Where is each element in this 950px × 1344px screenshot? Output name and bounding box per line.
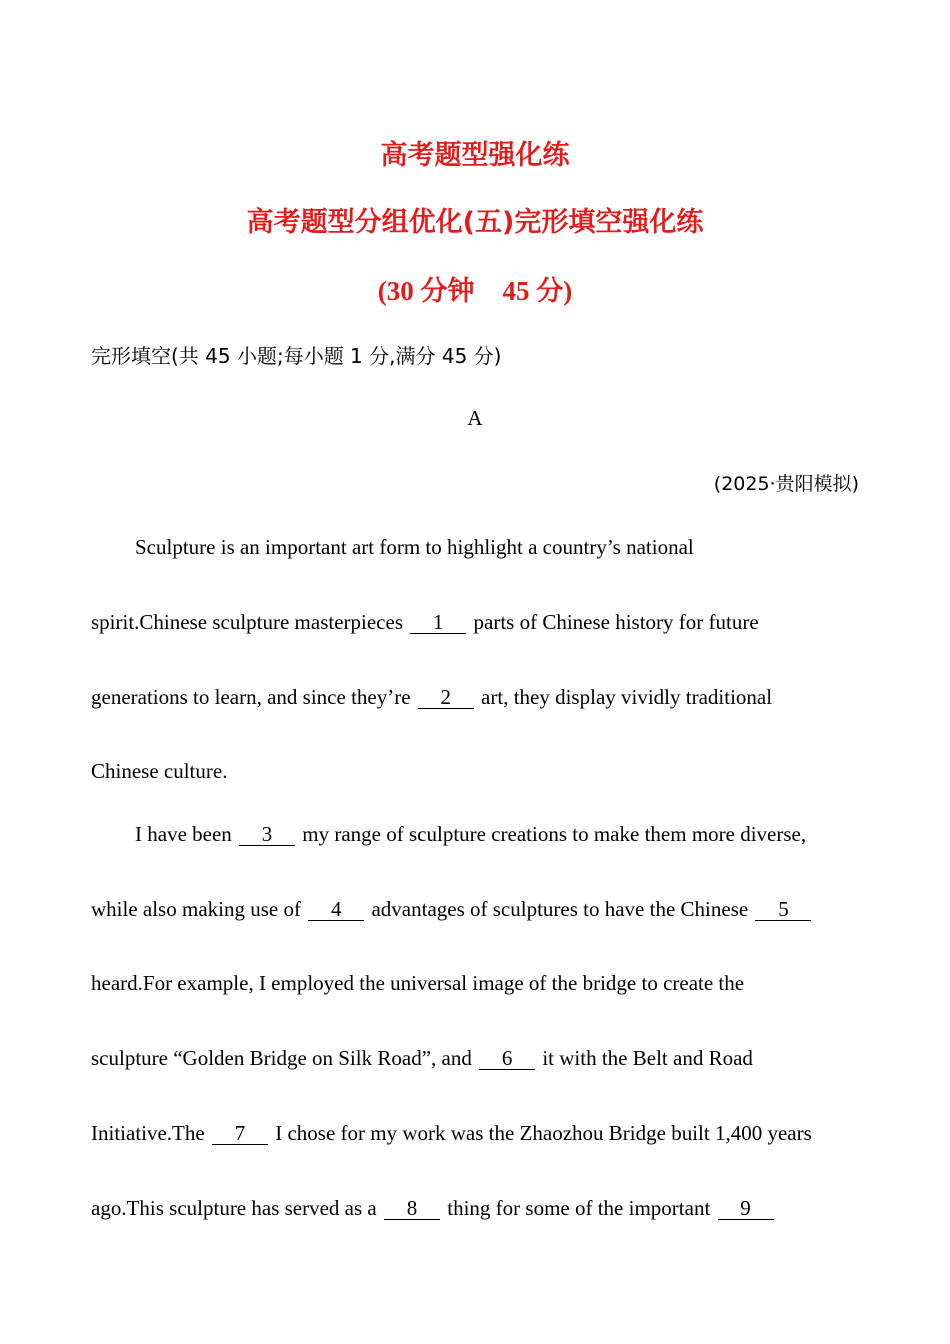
blank-1: 1 — [410, 611, 466, 634]
passage-line: generations to learn, and since they’re 2 art, they display vividly traditional — [91, 685, 773, 709]
blank-7: 7 — [212, 1122, 268, 1145]
passage-line: spirit.Chinese sculpture masterpieces 1 parts of Chinese history for future — [91, 610, 759, 634]
blank-2: 2 — [418, 686, 474, 709]
time-limit — [0, 269, 950, 308]
main-title: 高考题型强化练 — [380, 140, 570, 171]
blank-8: 8 — [384, 1197, 440, 1220]
blank-9: 9 — [718, 1197, 774, 1220]
blank-4: 4 — [308, 898, 364, 921]
passage-line: while also making use of 4 advantages of sculptures to have the Chinese 5 — [91, 894, 813, 924]
passage-line: ago.This sculpture has served as a 8 thing for some of the important 9 — [91, 1193, 776, 1223]
section-label: A — [467, 406, 483, 430]
blank-5: 5 — [755, 898, 811, 921]
sub-title: 高考题型分组优化(五)完形填空强化练 — [246, 207, 704, 238]
time-minutes: (30 分钟 — [377, 276, 475, 306]
passage-line: Sculpture is an important art form to highlight a country’s national — [135, 535, 694, 559]
time-score: 45 分) — [502, 276, 573, 306]
passage-line: sculpture “Golden Bridge on Silk Road”, and 6 it with the Belt and Road — [91, 1046, 753, 1070]
source-note: (2025·贵阳模拟) — [713, 473, 859, 495]
passage-line: Chinese culture. — [91, 759, 228, 783]
passage-line: Initiative.The 7 I chose for my work was the Zhaozhou Bridge built 1,400 years — [91, 1121, 812, 1145]
blank-3: 3 — [239, 823, 295, 846]
passage-line: heard.For example, I employed the universal image of the bridge to create the — [91, 971, 745, 995]
passage-line: I have been 3 my range of sculpture creations to make them more diverse, — [135, 822, 807, 846]
blank-6: 6 — [479, 1047, 535, 1070]
instructions: 完形填空(共 45 小题;每小题 1 分,满分 45 分) — [91, 344, 502, 368]
